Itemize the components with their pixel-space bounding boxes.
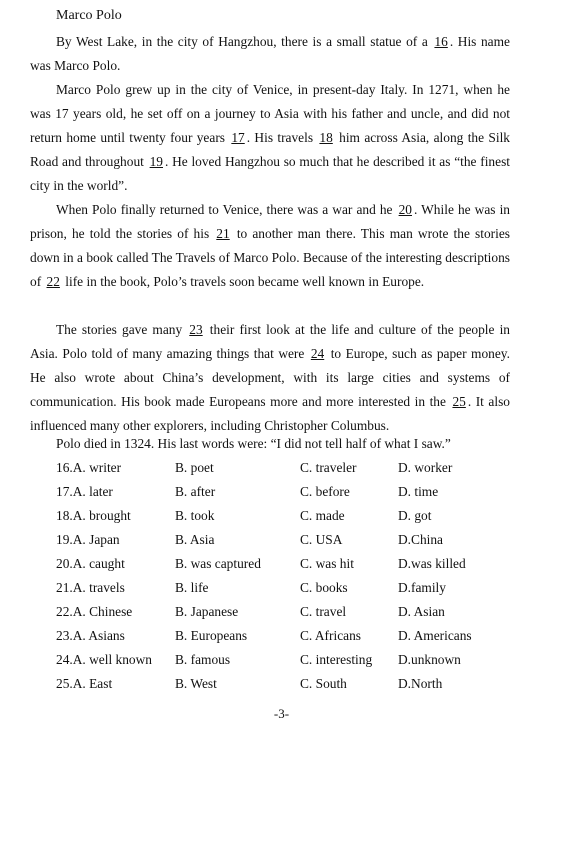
blank-18: 18 [319,130,333,145]
option-b: B. famous [175,652,231,667]
text-segment: The stories gave many [56,322,188,337]
blank-24: 24 [310,346,325,361]
option-a: 18.A. brought [56,508,131,523]
option-d: D.family [398,580,446,595]
option-a: 17.A. later [56,484,113,499]
text-segment: . It also influenced many other explorers, including Christopher Columbus. [30,394,510,433]
text-segment: to Europe, such as paper money. He also wrote about China’s development, with its large cities and systems of communication. His book made Europeans more and more interested in the [30,346,510,409]
text-segment: to another man there. This man wrote the stories down in a book called The Travels of Marco Polo. Because of the interesting descriptions of [30,226,510,289]
text-segment: . His name was Marco Polo. [30,34,510,73]
option-c: C. made [300,508,345,523]
option-c: C. interesting [300,652,373,667]
option-b: B. poet [175,460,214,475]
blank-19: 19 [149,154,163,169]
option-a: 24.A. well known [56,652,152,667]
page-number: -3- [273,706,290,721]
blank-16: 16 [434,34,448,49]
text-segment: life in the book, Polo’s travels soon became well known in Europe. [61,274,425,289]
option-b: B. Asia [175,532,215,547]
option-b: B. took [175,508,215,523]
passage-title: Marco Polo [56,8,122,23]
option-b: B. Europeans [175,628,248,643]
option-b: B. after [175,484,216,499]
option-a: 20.A. caught [56,556,125,571]
text-segment: When Polo finally returned to Venice, there was a war and he [56,202,397,217]
blank-23: 23 [189,322,203,337]
option-d: D.was killed [398,556,466,571]
blank-17: 17 [231,130,245,145]
paragraph-4 [30,318,510,438]
option-b: B. life [175,580,209,595]
option-c: C. travel [300,604,347,619]
option-d: D.China [398,532,444,547]
blank-20: 20 [398,202,412,217]
option-c: C. Africans [300,628,361,643]
option-a: 19.A. Japan [56,532,120,547]
option-a: 16.A. writer [56,460,122,475]
text-segment: . While he was in prison, he told the stories of his [30,202,511,241]
option-a: 21.A. travels [56,580,125,595]
option-d: D. Asian [398,604,445,619]
option-a: 22.A. Chinese [56,604,133,619]
blank-22: 22 [46,274,60,289]
blank-21: 21 [216,226,230,241]
text-segment: By West Lake, in the city of Hangzhou, there is a small statue of a [56,34,433,49]
option-b: B. Japanese [175,604,239,619]
option-c: C. was hit [300,556,354,571]
text-segment: their first look at the life and culture of the people in Asia. Polo told of many amazing things that were [30,322,510,361]
option-c: C. South [300,676,347,691]
option-d: D. worker [398,460,453,475]
option-d: D.North [398,676,443,691]
option-d: D. time [398,484,439,499]
option-c: C. traveler [300,460,357,475]
text-segment: him across Asia, along the Silk Road and throughout [30,130,510,169]
option-d: D. Americans [398,628,472,643]
option-c: C. USA [300,532,343,547]
option-a: 25.A. East [56,676,113,691]
option-d: D.unknown [398,652,461,667]
option-c: C. books [300,580,348,595]
option-c: C. before [300,484,350,499]
option-d: D. got [398,508,432,523]
option-b: B. was captured [175,556,261,571]
blank-25: 25 [452,394,466,409]
paragraph-1 [30,30,510,78]
text-segment: Marco Polo grew up in the city of Venice, in present-day Italy. In 1271, when he was 17 years old, he set off on a journey to Asia with his father and uncle, and did not return home until twenty four years [30,82,510,145]
paragraph-2 [30,78,510,198]
last-words-line: Polo died in 1324. His last words were: “I did not tell half of what I saw.” [56,436,451,451]
paragraph-3 [30,198,510,294]
option-b: B. West [175,676,217,691]
text-segment: . His travels [246,130,318,145]
text-segment: . He loved Hangzhou so much that he described it as “the finest city in the world”. [30,154,510,193]
option-a: 23.A. Asians [56,628,125,643]
